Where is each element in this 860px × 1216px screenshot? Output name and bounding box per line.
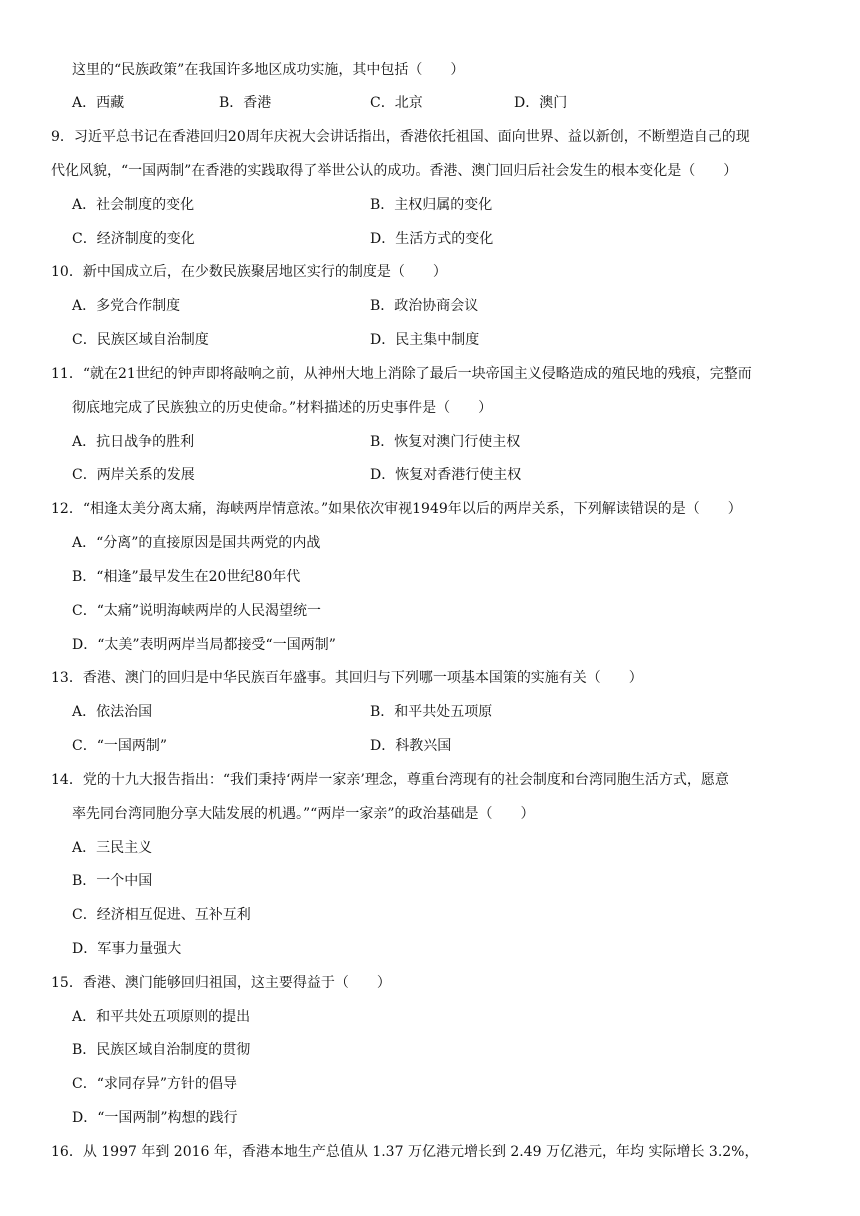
question-10-stem: 10．新中国成立后，在少数民族聚居地区实行的制度是（ ）: [51, 264, 447, 280]
question-13-option-b: B．和平共处五项原: [370, 704, 493, 720]
question-9-option-c: C．经济制度的变化: [72, 231, 195, 247]
question-14-option-a: A．三民主义: [72, 840, 153, 856]
question-15-option-a: A．和平共处五项原则的提出: [72, 1009, 251, 1025]
question-11-option-c: C．两岸关系的发展: [72, 467, 195, 483]
question-14-stem-line-2: 率先同台湾同胞分享大陆发展的机遇。”“两岸一家亲”的政治基础是（ ）: [72, 806, 535, 822]
question-15-option-c: C．“求同存异”方针的倡导: [72, 1076, 238, 1092]
question-12-option-d: D．“太美”表明两岸当局都接受“一国两制”: [72, 637, 336, 653]
question-9-option-b: B．主权归属的变化: [370, 197, 493, 213]
question-10-option-d: D．民主集中制度: [370, 332, 480, 348]
question-13-stem: 13．香港、澳门的回归是中华民族百年盛事。其回归与下列哪一项基本国策的实施有关（ ）: [51, 670, 643, 686]
question-11-stem-line-1: 11．“就在21世纪的钟声即将敲响之前，从神州大地上消除了最后一块帝国主义侵略造成的殖民地的残痕，完整而: [51, 366, 752, 382]
question-9-option-d: D．生活方式的变化: [370, 231, 494, 247]
question-16-stem-line-1: 16．从 1997 年到 2016 年，香港本地生产总值从 1.37 万亿港元增长到 2.49 万亿港元，年均 实际增长 3.2%，: [51, 1144, 759, 1160]
question-15-option-d: D．“一国两制”构想的践行: [72, 1110, 238, 1126]
question-13-option-c: C．“一国两制”: [72, 738, 168, 754]
question-11-stem-line-2: 彻底地完成了民族独立的历史使命。”材料描述的历史事件是（ ）: [72, 400, 493, 416]
question-9-option-a: A．社会制度的变化: [72, 197, 195, 213]
question-12-option-c: C．“太痛”说明海峡两岸的人民渴望统一: [72, 603, 322, 619]
question-8-option-a: A．西藏: [72, 95, 125, 111]
question-8-option-d: D．澳门: [514, 95, 568, 111]
question-12-option-a: A．“分离”的直接原因是国共两党的内战: [72, 535, 321, 551]
question-10-option-a: A．多党合作制度: [72, 298, 181, 314]
question-15-stem: 15．香港、澳门能够回归祖国，这主要得益于（ ）: [51, 975, 391, 991]
question-10-option-b: B．政治协商会议: [370, 298, 479, 314]
question-11-option-d: D．恢复对香港行使主权: [370, 467, 522, 483]
question-9-stem-line-2: 代化风貌，“一国两制”在香港的实践取得了举世公认的成功。香港、澳门回归后社会发生的根本变化是（ ）: [51, 163, 738, 179]
question-8-option-b: B．香港: [219, 95, 272, 111]
question-14-stem-line-1: 14．党的十九大报告指出：“我们秉持‘两岸一家亲’理念，尊重台湾现有的社会制度和台湾同胞生活方式，愿意: [51, 772, 729, 788]
question-14-option-c: C．经济相互促进、互补互利: [72, 907, 251, 923]
question-13-option-a: A．依法治国: [72, 704, 153, 720]
question-11-option-b: B．恢复对澳门行使主权: [370, 434, 521, 450]
question-14-option-b: B．一个中国: [72, 873, 153, 889]
question-12-option-b: B．“相逢”最早发生在20世纪80年代: [72, 569, 301, 585]
question-8-option-c: C．北京: [370, 95, 423, 111]
question-14-option-d: D．军事力量强大: [72, 941, 182, 957]
question-12-stem: 12．“相逢太美分离太痛，海峡两岸情意浓。”如果依次审视1949年以后的两岸关系，下列解读错误的是（ ）: [51, 501, 742, 517]
question-8-stem-tail: 这里的“民族政策”在我国许多地区成功实施，其中包括（ ）: [72, 62, 465, 78]
question-9-stem-line-1: 9．习近平总书记在香港回归20周年庆祝大会讲话指出，香港依托祖国、面向世界、益以新创，不断塑造自己的现: [51, 129, 750, 145]
question-13-option-d: D．科教兴国: [370, 738, 452, 754]
question-10-option-c: C．民族区域自治制度: [72, 332, 209, 348]
question-15-option-b: B．民族区域自治制度的贯彻: [72, 1042, 251, 1058]
question-11-option-a: A．抗日战争的胜利: [72, 434, 195, 450]
